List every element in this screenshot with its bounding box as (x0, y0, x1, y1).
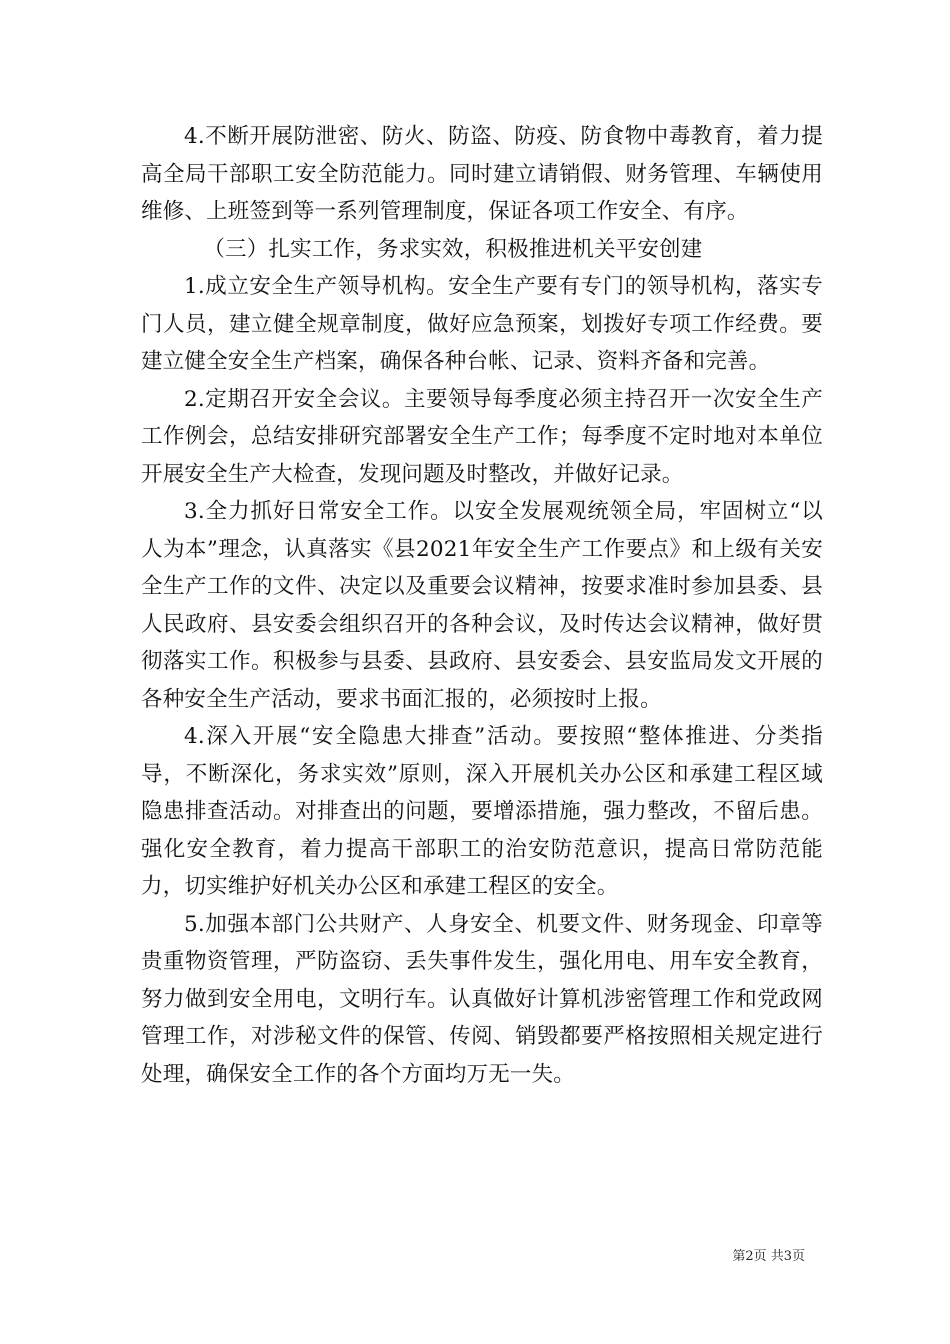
paragraph-item-1-leadership: 1.成立安全生产领导机构。安全生产要有专门的领导机构，落实专门人员，建立健全规章制度，做好应急预案，划拨好专项工作经费。要建立健全安全生产档案，确保各种台帐、记录、资料齐备和完善。 (141, 274, 823, 374)
paragraph-item-4-safety-education: 4.不断开展防泄密、防火、防盗、防疫、防食物中毒教育，着力提高全局干部职工安全防范能力。同时建立请销假、财务管理、车辆使用维修、上班签到等一系列管理制度，保证各项工作安全、有序。 (141, 124, 823, 224)
document-body (141, 118, 823, 1093)
page-number: 第2页 共3页 (732, 1249, 805, 1264)
paragraph-item-4-hazard-check: 4.深入开展“安全隐患大排查”活动。要按照“整体推进、分类指导，不断深化，务求实效”原则，深入开展机关办公区和承建工程区域隐患排查活动。对排查出的问题，要增添措施，强力整改，不留后患。强化安全教育，着力提高干部职工的治安防范意识，提高日常防范能力，切实维护好机关办公区和承建工程区的安全。 (141, 724, 823, 899)
section-heading-3: （三）扎实工作，务求实效，积极推进机关平安创建 (203, 236, 703, 262)
paragraph-item-2-meetings: 2.定期召开安全会议。主要领导每季度必须主持召开一次安全生产工作例会，总结安排研究部署安全生产工作；每季度不定时地对本单位开展安全生产大检查，发现问题及时整改，并做好记录。 (141, 386, 823, 487)
paragraph-item-5-property: 5.加强本部门公共财产、人身安全、机要文件、财务现金、印章等贵重物资管理，严防盗窃、丢失事件发生，强化用电、用车安全教育，努力做到安全用电，文明行车。认真做好计算机涉密管理工作和党政网管理工作，对涉秘文件的保管、传阅、销毁都要严格按照相关规定进行处理，确保安全工作的各个方面均万无一失。 (141, 911, 823, 1087)
paragraph-item-3-daily-work: 3.全力抓好日常安全工作。以安全发展观统领全局，牢固树立“以人为本”理念，认真落实《县2021年安全生产工作要点》和上级有关安全生产工作的文件、决定以及重要会议精神，按要求准时参加县委、县人民政府、县安委会组织召开的各种会议，及时传达会议精神，做好贯彻落实工作。积极参与县委、县政府、县安委会、县安监局发文开展的各种安全生产活动，要求书面汇报的，必须按时上报。 (141, 499, 823, 712)
